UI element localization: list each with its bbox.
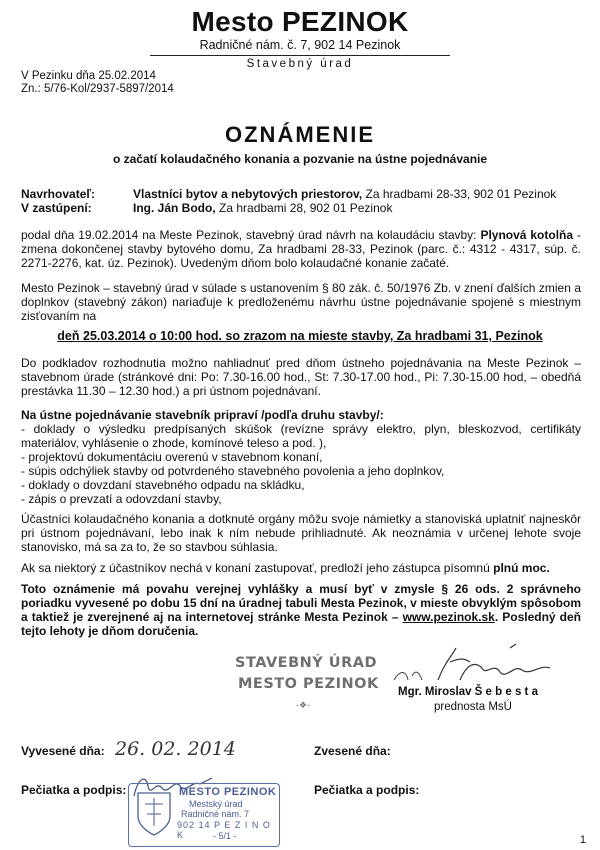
- party-representative: [21, 201, 581, 215]
- paragraph-representation: [21, 561, 581, 575]
- seal-line-3: Radničné nám. 7: [181, 809, 250, 819]
- stamp-ornament-icon: -❖-: [296, 700, 311, 710]
- party-applicant: [21, 187, 581, 201]
- list-heading: Na ústne pojednávanie stavebník pripraví /podľa druhu stavby/:: [21, 408, 384, 422]
- party-address: Za hradbami 28, 902 01 Pezinok: [215, 201, 393, 215]
- posted-date: 26. 02. 2014: [115, 738, 236, 760]
- seal-label-right: Pečiatka a podpis:: [314, 783, 420, 797]
- city-title: Mesto PEZINOK: [191, 6, 409, 37]
- party-address: Za hradbami 28-33, 902 01 Pezinok: [362, 187, 557, 201]
- coat-of-arms-icon: [135, 790, 173, 838]
- official-seal: [128, 783, 280, 847]
- power-of-attorney: plnú moc.: [493, 561, 550, 575]
- party-name: Vlastníci bytov a nebytových priestorov,: [133, 187, 363, 201]
- page-number: 1: [579, 834, 586, 846]
- website-link[interactable]: www.pezinok.sk: [402, 610, 495, 624]
- header-divider: [150, 55, 450, 56]
- required-documents: [21, 408, 581, 506]
- office-stamp-line1: STAVEBNÝ ÚRAD: [235, 655, 378, 671]
- text-run: podal dňa 19.02.2014 na Meste Pezinok, stavebný úrad návrh na kolaudáciu stavby:: [21, 228, 481, 242]
- list-item: - projektovú dokumentáciu overenú v stavebnom konaní,: [21, 450, 323, 464]
- text-run: . Posledný deň tejto lehoty je dňom doručenia.: [21, 610, 582, 638]
- seal-line-1: MESTO PEZINOK: [179, 786, 277, 798]
- list-item: - doklady o dovzdaní stavebného odpadu na skládku,: [21, 478, 305, 492]
- document-title: OZNÁMENIE: [225, 122, 375, 147]
- removed-label: Zvesené dňa:: [314, 744, 391, 758]
- posted-label: Vyvesené dňa:: [21, 744, 105, 758]
- paragraph-objections: Účastníci kolaudačného konania a dotknuté orgány môžu svoje námietky a stanoviská uplatniť najneskôr pri ústnom pojednávaní, lebo inak k ním nebude prihliadnuté. Ak neoznámia v určenej lehote svoje stanovisko, má sa za to, že so stavbou súhlasia.: [21, 512, 581, 554]
- signatory-role: prednosta MsÚ: [434, 701, 512, 713]
- list-item: - doklady o výsledku predpísaných skúšok (revízne správy elektro, plyn, bleskozvod, certifikáty materiálov, vyhlásenie o zhode, komínové teleso a pod. ),: [21, 422, 581, 450]
- party-label: Navrhovateľ:: [21, 187, 95, 201]
- reference-number: Zn.: 5/76-Kol/2937-5897/2014: [21, 83, 174, 95]
- building-name: Plynová kotolňa: [480, 228, 574, 242]
- party-label: V zastúpení:: [21, 201, 92, 215]
- paragraph-office-hours: Do podkladov rozhodnutia možno nahliadnuť pred dňom ústneho pojednávania na Meste Pezinok – stavebnom úrade (stránkové dni: Po: 7.30-16.00 hod., St: 7.30-17.00 hod., Pi: 7.30-15.00 hod, – obedňá prestávka 11.30 – 12.30 hod.) a pri ústnom pojednávaní.: [21, 356, 581, 398]
- office-stamp-line2: MESTO PEZINOK: [238, 676, 379, 692]
- document-subtitle: o začatí kolaudačného konania a pozvanie na ústne pojednávanie: [112, 152, 488, 166]
- party-name: Ing. Ján Bodo,: [133, 201, 216, 215]
- list-item: - súpis odchýliek stavby od potvrdeného stavebného povolenia a jeho doplnkov,: [21, 464, 445, 478]
- seal-line-4: 902 14 P E Z I N O K: [177, 820, 271, 840]
- handwritten-signature: [390, 640, 560, 690]
- seal-label-left: Pečiatka a podpis:: [21, 783, 127, 797]
- paragraph-public-notice: [21, 582, 581, 638]
- seal-line-5: - 5/1 -: [213, 831, 237, 841]
- city-address: Radničné nám. č. 7, 902 14 Pezinok: [199, 38, 401, 52]
- text-run: Toto oznámenie má povahu verejnej vyhlášky a musí byť v zmysle § 26 ods. 2 správneho poriadku vyvesené po dobu 15 dní na úradnej tabuli Mesta Pezinok, v mieste obvyklým spôsobom a taktiež je zverejnené aj na internetovej stránke Mesta Pezinok –: [21, 582, 581, 624]
- paragraph-application: [21, 228, 581, 270]
- signatory-name: Mgr. Miroslav Š e b e s t a: [398, 686, 538, 698]
- list-item: - zápis o prevzatí a odovzdaní stavby,: [21, 492, 222, 506]
- hearing-date: deň 25.03.2014 o 10:00 hod. so zrazom na mieste stavby, Za hradbami 31, Pezinok: [57, 329, 543, 343]
- text-run: - zmena dokončenej stavby bytového domu, Za hradbami 28-33, Pezinok (parc. č.: 4312 - 4317, súp. č. 2271-2276, kat. úz. Pezinok). Uvedeným dňom bolo kolaudačné konanie začaté.: [21, 228, 581, 270]
- office-name: Stavebný úrad: [246, 58, 354, 70]
- issue-date: V Pezinku dňa 25.02.2014: [21, 70, 156, 82]
- paragraph-hearing-order: Mesto Pezinok – stavebný úrad v súlade s ustanovením § 80 zák. č. 50/1976 Zb. v znení ďalších zmien a doplnkov (stavebný zákon) nariaďuje k predloženému návrhu ústne pojednávanie spojené s miestnym zisťovaním na: [21, 281, 581, 323]
- seal-line-2: Mestský úrad: [189, 799, 243, 809]
- text-run: Ak sa niektorý z účastníkov nechá v konaní zastupovať, predloží jeho zástupca písomnú: [21, 561, 494, 575]
